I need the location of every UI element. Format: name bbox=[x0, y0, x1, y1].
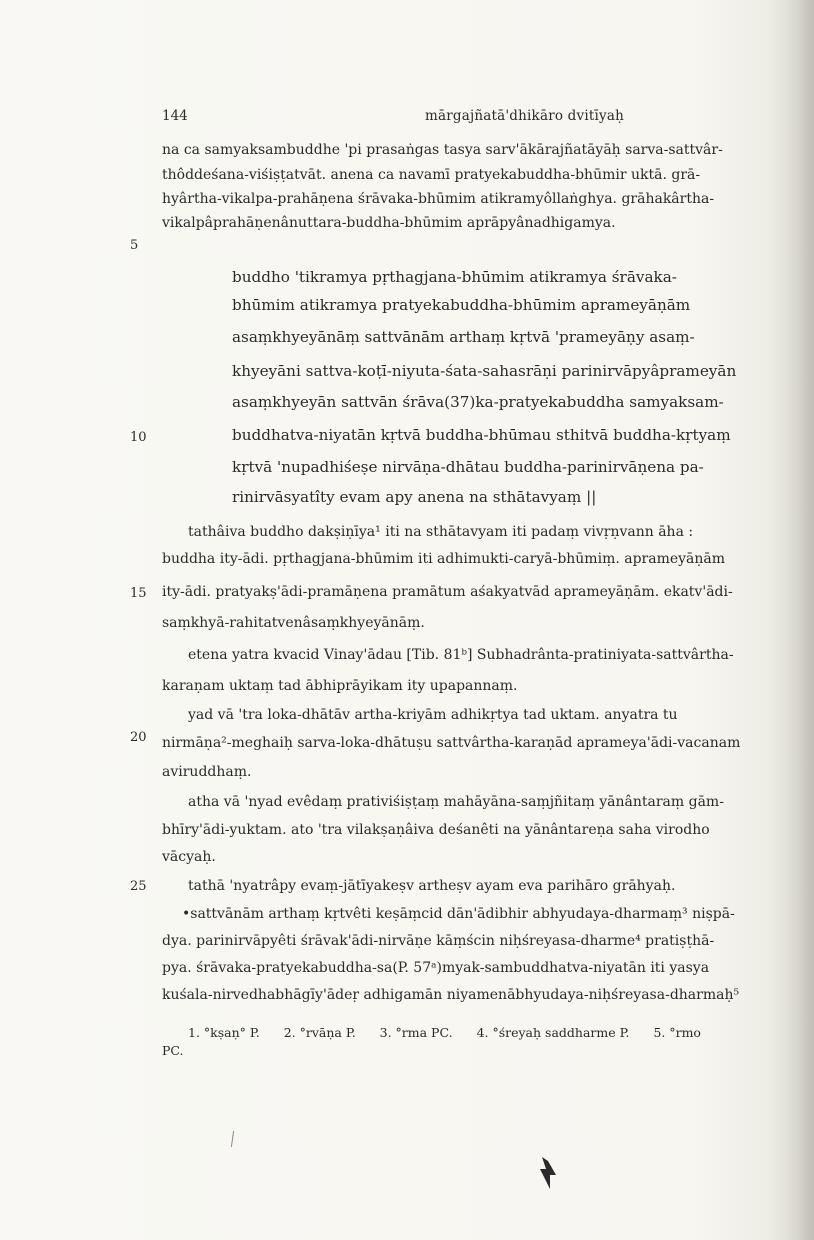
footnote: 1. °kṣaṇ° P. bbox=[188, 1025, 260, 1040]
line-number: 20 bbox=[130, 730, 147, 745]
verse-line: buddho 'tikramya pṛthagjana-bhūmim atikramya śrāvaka- bbox=[232, 268, 677, 286]
stray-arrow-mark bbox=[536, 1155, 560, 1191]
text-line: etena yatra kvacid Vinay'ādau [Tib. 81ᵇ] Subhadrânta-pratiniyata-sattvârtha- bbox=[188, 647, 734, 663]
text-line: aviruddhaṃ. bbox=[162, 764, 252, 780]
text-line: vācyaḥ. bbox=[162, 849, 216, 865]
footnote: 5. °rmo bbox=[653, 1025, 701, 1040]
verse-line: asaṃkhyeyānāṃ sattvānām arthaṃ kṛtvā 'prameyāṇy asaṃ- bbox=[232, 328, 695, 346]
footnote: 3. °rma PC. bbox=[379, 1025, 453, 1040]
verse-line: khyeyāni sattva-koṭī-niyuta-śata-sahasrāṇi parinirvāpyâprameyān bbox=[232, 362, 737, 380]
text-line: kuśala-nirvedhabhāgīy'ādeṛ adhigamān niyamenābhyudaya-niḥśreyasa-dharmaḥ⁵ bbox=[162, 987, 740, 1003]
footnote: 4. °śreyaḥ saddharme P. bbox=[476, 1025, 630, 1040]
text-line: pya. śrāvaka-pratyekabuddha-sa(P. 57ᵃ)myak-sambuddhatva-niyatān iti yasya bbox=[162, 960, 710, 976]
line-number: 15 bbox=[130, 586, 147, 601]
pencil-mark bbox=[231, 1131, 234, 1147]
text-line: tathā 'nyatrâpy evaṃ-jātīyakeṣv artheṣv ayam eva parihāro grāhyaḥ. bbox=[188, 878, 676, 894]
text-line: karaṇam uktaṃ tad ābhiprāyikam ity upapannaṃ. bbox=[162, 678, 518, 694]
verse-line: rinirvāsyatîty evam apy anena na sthātavyaṃ || bbox=[232, 488, 597, 506]
verse-line: bhūmim atikramya pratyekabuddha-bhūmim aprameyāṇām bbox=[232, 296, 691, 314]
running-title: mārgajñatā'dhikāro dvitīyaḥ bbox=[425, 108, 624, 124]
text-line: atha vā 'nyad evêdaṃ prativiśiṣṭaṃ mahāyāna-saṃjñitaṃ yānântaraṃ gām- bbox=[188, 794, 724, 810]
text-line: thôddeśana-viśiṣṭatvāt. anena ca navamī pratyekabuddha-bhūmir uktā. grā- bbox=[162, 167, 701, 183]
text-line: nirmāṇa²-meghaiḥ sarva-loka-dhātuṣu sattvârtha-karaṇād aprameya'ādi-vacanam bbox=[162, 735, 741, 751]
footnotes bbox=[188, 1024, 782, 1042]
text-line: dya. parinirvāpyêti śrāvak'ādi-nirvāṇe kāṃścin niḥśreyasa-dharme⁴ pratiṣṭhā- bbox=[162, 933, 715, 949]
text-line: hyârtha-vikalpa-prahāṇena śrāvaka-bhūmim atikramyôllaṅghya. grāhakârtha- bbox=[162, 191, 715, 207]
text-line: bhīry'ādi-yuktam. ato 'tra vilakṣaṇâiva deśanêti na yānântareṇa saha virodho bbox=[162, 822, 710, 838]
line-number: 10 bbox=[130, 430, 147, 445]
text-line: na ca samyaksambuddhe 'pi prasaṅgas tasya sarv'ākārajñatāyāḥ sarva-sattvâr- bbox=[162, 142, 723, 158]
text-line: tathâiva buddho dakṣiṇīya¹ iti na sthātavyam iti padaṃ vivṛṇvann āha : bbox=[188, 524, 694, 540]
text-line: yad vā 'tra loka-dhātāv artha-kriyām adhikṛtya tad uktam. anyatra tu bbox=[188, 707, 678, 723]
verse-line: asaṃkhyeyān sattvān śrāva(37)ka-pratyekabuddha samyaksam- bbox=[232, 393, 724, 411]
text-line: ity-ādi. pratyakṣ'ādi-pramāṇena pramātum aśakyatvād aprameyāṇām. ekatv'ādi- bbox=[162, 584, 733, 600]
line-number: 5 bbox=[130, 238, 139, 253]
footnote: 2. °rvāṇa P. bbox=[283, 1025, 356, 1040]
text-line: •sattvānām arthaṃ kṛtvêti keṣāṃcid dān'ādibhir abhyudaya-dharmaṃ³ niṣpā- bbox=[182, 906, 735, 922]
text-line: vikalpâprahāṇenânuttara-buddha-bhūmim aprāpyânadhigamya. bbox=[162, 215, 616, 231]
verse-line: buddhatva-niyatān kṛtvā buddha-bhūmau sthitvā buddha-kṛtyaṃ bbox=[232, 426, 731, 444]
page-number: 144 bbox=[162, 108, 188, 124]
footnote-continuation: PC. bbox=[162, 1043, 184, 1058]
text-line: buddha ity-ādi. pṛthagjana-bhūmim iti adhimukti-caryā-bhūmiṃ. aprameyāṇām bbox=[162, 551, 726, 567]
text-line: saṃkhyā-rahitatvenâsaṃkhyeyānāṃ. bbox=[162, 615, 425, 631]
verse-line: kṛtvā 'nupadhiśeṣe nirvāṇa-dhātau buddha-parinirvāṇena pa- bbox=[232, 458, 704, 476]
page-header bbox=[162, 108, 782, 130]
line-number: 25 bbox=[130, 879, 147, 894]
